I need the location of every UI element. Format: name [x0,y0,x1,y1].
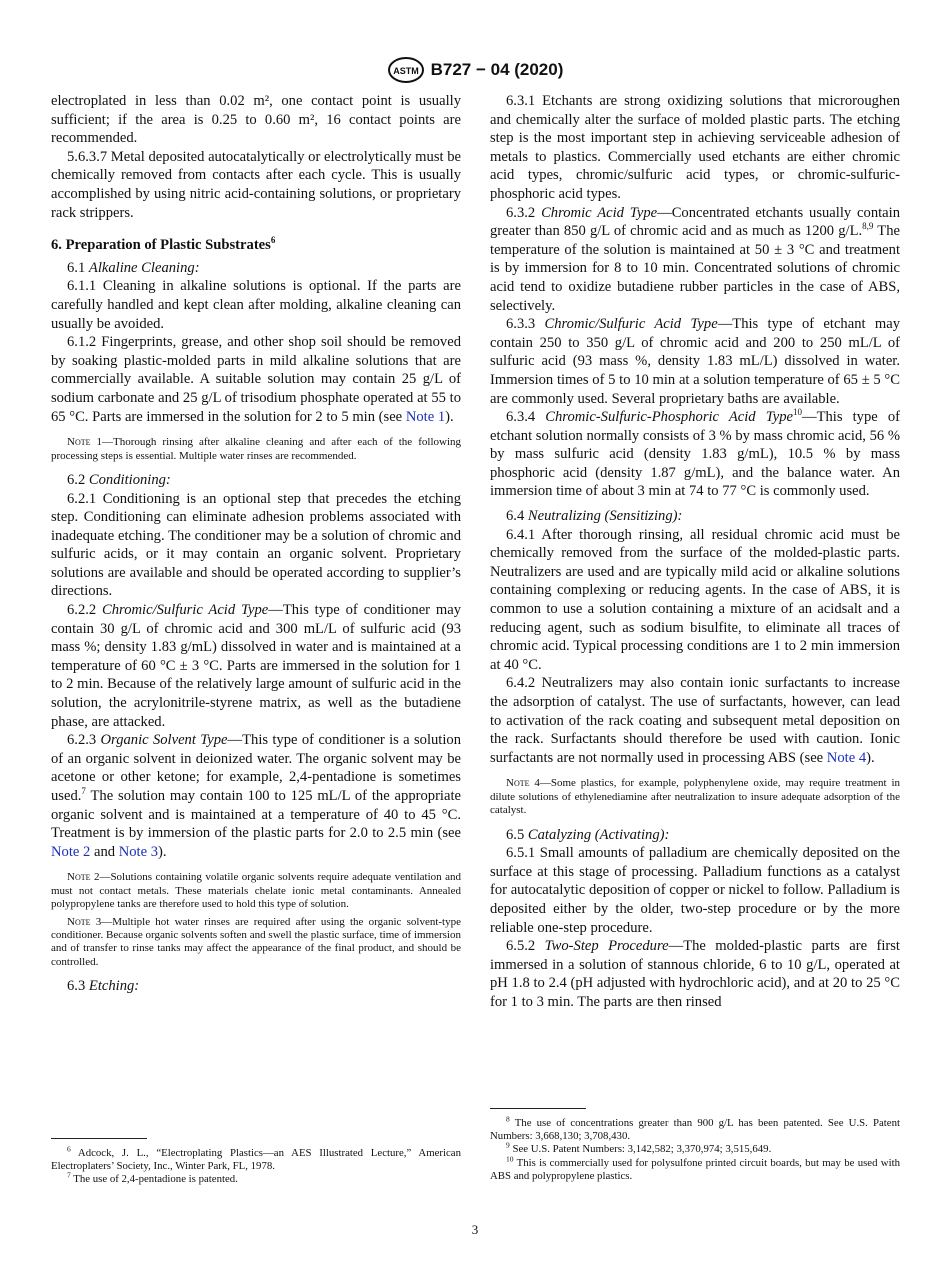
note-4: Note 4—Some plastics, for example, polyphenylene oxide, may require treatment in dilute solutions of ethylenediamine after neutralization to insure adequate adsorption of the catalyst. [490,777,900,817]
note-4-link[interactable]: Note 4 [826,749,867,766]
note-3-link[interactable]: Note 3 [118,843,159,860]
paragraph-6-2-3: 6.2.3 Organic Solvent Type—This type of conditioner is a solution of an organic solvent in deionized water. The organic solvent may be acetone or other ketone; for example, 2,4-pentadione is sometimes used.$^7$ The solution may contain 100 to 125 mL/L of the appropriate organic solvent and is maintained at a temperature of 40 to 45 °C. Treatment is by immersion of the plastic parts for 2.0 to 2.5 min (see Note 2 and Note 3). [51,732,461,860]
paragraph-5-6-3-6-cont: electroplated in less than 0.02 m², one contact point is usually sufficient; if the area is 0.25 to 0.60 m², 16 contact points are recommended. [51,93,461,147]
paragraph-6-5-2: 6.5.2 Two-Step Procedure—The molded-plastic parts are first immersed in a solution of stannous chloride, 6 to 10 g/L, operated at pH 1.8 to 2.4 (pH adjusted with hydrochloric acid), and at 20 to 25 °C for 1 to 3 min. The parts are then rinsed [490,938,900,1010]
section-6-2-title: 6.2 Conditioning: [67,471,171,488]
note-1-link[interactable]: Note 1 [405,408,446,425]
footnote-divider-left [51,1138,147,1139]
note-3: Note 3—Multiple hot water rinses are required after using the organic solvent-type conditioner. Because organic solvents soften and swell the plastic surface, time of immersion and of transfer to rinse tanks may affect the appearance of the final product, and should be controlled. [51,915,461,968]
note-2: Note 2—Solutions containing volatile organic solvents require adequate ventilation and must not contact metals. These materials chelate ionic metal contaminants. Annealed polypropylene tanks are therefore used to hold this type of solution. [51,871,461,911]
paragraph-6-1-1: 6.1.1 Cleaning in alkaline solutions is optional. If the parts are carefully handled and kept clean after molding, alkaline cleaning can usually be avoided. [51,278,461,332]
left-column [51,92,461,996]
paragraph-6-3-3: 6.3.3 Chromic/Sulfuric Acid Type—This type of etchant may contain 250 to 350 g/L of chromic acid and 200 to 250 mL/L of sulfuric acid (93 mass %, density 1.83 mL/L) dissolved in water. Immersion times of 5 to 10 min at a solution temperature of 65 ± 5 °C are commonly used. Several proprietary baths are available. [490,316,900,407]
paragraph-6-2-2: 6.2.2 Chromic/Sulfuric Acid Type—This type of conditioner may contain 30 g/L of chromic acid and 300 mL/L of sulfuric acid (93 mass %; density 1.83 g/mL) dissolved in water and is maintained at a temperature of 60 °C ± 3 °C. Parts are immersed in the solution for 1 to 2 min. Because of the relatively large amount of sulfuric acid in the solution, the acrylonitrile-styrene matrix, as well as the butadiene phase, are attacked. [51,602,461,730]
footnote-8: $^8$ The use of concentrations greater than 900 g/L has been patented. See U.S. Patent Numbers: 3,668,130; 3,708,430. [490,1114,900,1143]
right-column [490,92,900,1012]
section-6-4-title: 6.4 Neutralizing (Sensitizing): [506,508,683,525]
footnote-10: $^{10}$ This is commercially used for polysulfone printed circuit boards, but may be used with ABS and polypropylene plastics. [490,1154,900,1182]
paragraph-6-5-1: 6.5.1 Small amounts of palladium are chemically deposited on the surface at this stage of processing. Palladium functions as a catalyst for autocatalytic deposition of copper or nickel to follow. Palladium is deposited either by the older, two-step procedure or by the more reliable one-step procedure. [490,845,900,936]
section-6-heading: 6. Preparation of Plastic Substrates$^6$ [51,235,276,254]
paragraph-6-1-2: 6.1.2 Fingerprints, grease, and other shop soil should be removed by soaking plastic-molded parts in mild alkaline solutions that are commercially available. A suitable solution may contain 25 g/L of sodium carbonate and 25 g/L of trisodium phosphate operated at 55 to 65 °C. Parts are immersed in the solution for 2 to 5 min (see Note 1). [51,334,461,425]
note-1: Note 1—Thorough rinsing after alkaline cleaning and after each of the following processing steps is essential. Multiple water rinses are recommended. [51,436,461,462]
paragraph-6-4-2: 6.4.2 Neutralizers may also contain ionic surfactants to increase the adsorption of catalyst. The use of surfactants, however, can lead to activation of the rack coating and subsequent metal deposition on the rack. Surfactants should therefore be used with caution. Ionic surfactants are not normally used in processing ABS (see Note 4). [490,675,900,766]
footnote-9: $^9$ See U.S. Patent Numbers: 3,142,582; 3,370,974; 3,515,649. [506,1140,772,1156]
paragraph-6-3-2: 6.3.2 Chromic Acid Type—Concentrated etchants usually contain greater than 850 g/L of chromic acid and as much as 1200 g/L.$^{8,9}$ The temperature of the solution is maintained at 50 ± 3 °C and treatment is by immersion for 8 to 10 min. Concentrated solutions of chromic acid tend to oxidize butadiene rubber particles in the case of ABS, selectively. [490,204,900,314]
page-header [0,56,950,84]
astm-logo-icon [387,56,425,84]
paragraph-6-4-1: 6.4.1 After thorough rinsing, all residual chromic acid must be chemically removed from the surface of the molded-plastic parts. Neutralizers are used and are typically mild acid or alkaline solutions containing complexing or reducing agents. In the case of ABS, it is common to use a solution containing a mixture of an acidsalt and a reducing agent, such as sodium bisulfite, to eliminate all traces of chromic acid. Typical processing conditions are 1 to 2 min immersion at 40 °C. [490,526,900,673]
section-6-1-title: 6.1 Alkaline Cleaning: [67,259,200,276]
footnote-divider-right [490,1108,586,1109]
section-6-3-title: 6.3 Etching: [67,978,140,995]
paragraph-6-3-1: 6.3.1 Etchants are strong oxidizing solutions that microroughen and chemically alter the surface of molded plastic parts. The etching step is the most important step in achieving serviceable adhesion of metals to plastics. Commercially used etchants are either chromic acid types, chromic/sulfuric acid types, or chromic-sulfuric-phosphoric acid types. [490,93,900,202]
paragraph-6-2-1: 6.2.1 Conditioning is an optional step that precedes the etching step. Conditioning can eliminate adhesion problems associated with inadequate etching. The conditioner may be a solution of chromic and sulfuric acids, or it may contain an organic solvent. Proprietary solutions are available and should be operated according to supplier’s directions. [51,490,461,600]
note-2-link[interactable]: Note 2 [51,843,91,860]
paragraph-6-3-4: 6.3.4 Chromic-Sulfuric-Phosphoric Acid Type$^{10}$—This type of etchant solution normally consists of 3 % by mass chromic acid, 56 % by mass sulfuric acid (density 1.83 g/mL), 10.5 % by mass phosphoric acid (density 1.87 g/mL), and the balance water. An immersion time of about 3 min at 74 to 77 °C is commonly used. [490,407,900,500]
standard-designation: B727 − 04 (2020) [430,60,564,79]
page-number: 3 [471,1222,479,1237]
paragraph-5-6-3-7: 5.6.3.7 Metal deposited autocatalytically or electrolytically must be chemically removed from contacts after each cycle. This is usually accomplished by using nitric acid-containing solutions, or proprietary rack strippers. [51,148,461,221]
footnotes-right [490,1114,900,1183]
section-6-5-title: 6.5 Catalyzing (Activating): [506,826,670,843]
footnotes-left [51,1144,461,1187]
footnote-6: $^6$ Adcock, J. L., “Electroplating Plastics—an AES Illustrated Lecture,” American Electroplaters’ Society, Inc., Winter Park, FL, 1978. [51,1144,461,1173]
svg-text:ASTM: ASTM [392,66,419,76]
footnote-7: $^7$ The use of 2,4-pentadione is patented. [67,1170,238,1186]
